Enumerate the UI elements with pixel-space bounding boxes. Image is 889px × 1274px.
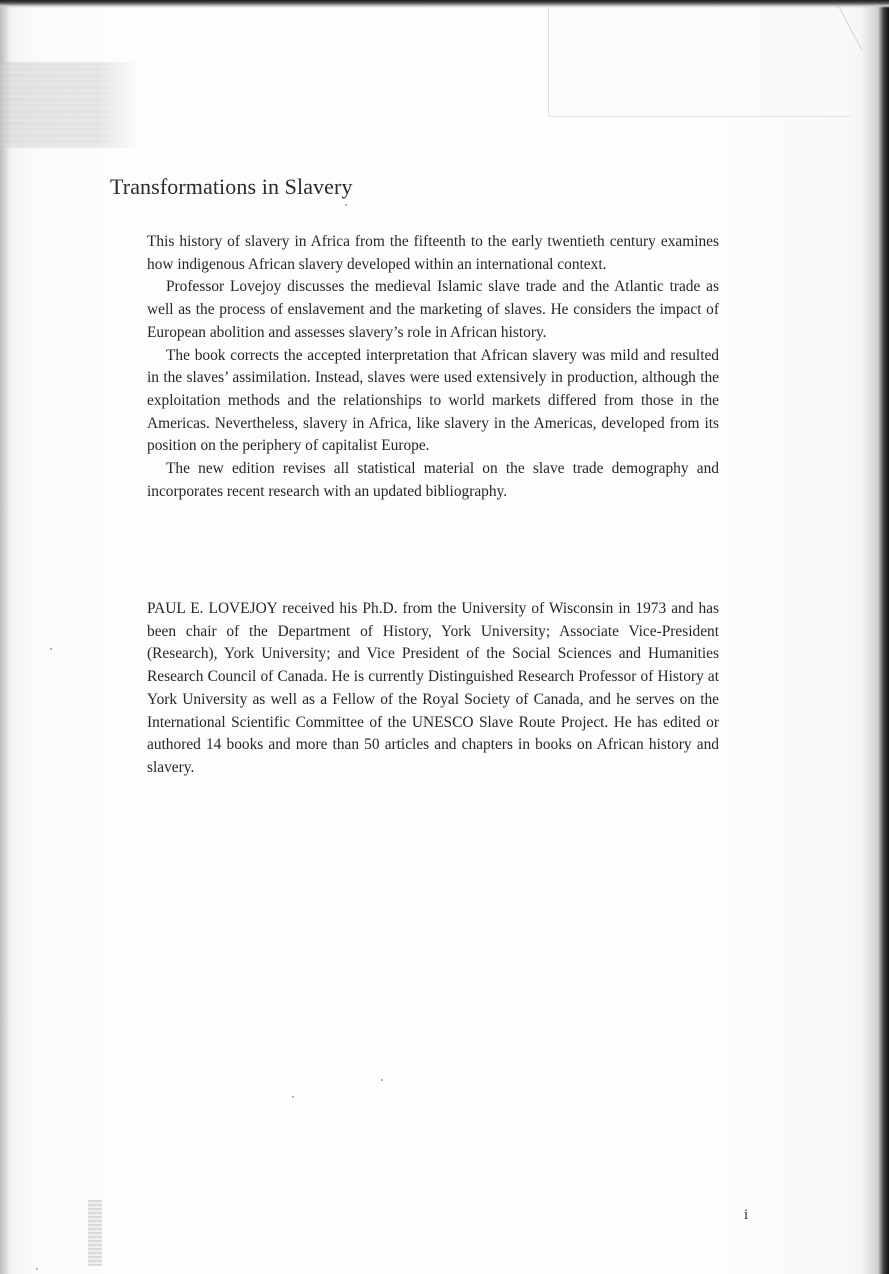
speck xyxy=(50,648,52,650)
description-paragraph: The book corrects the accepted interpretation that African slavery was mild and resulted in the slaves’ assimilation. Instead, slaves were used extensively in production, although the exploitation methods and the relationships to world markets differed from those in the Americas. Nevertheless, slavery in Africa, like slavery in the Americas, developed from its position on the periphery of capitalist Europe. xyxy=(147,346,719,455)
page-top-edge xyxy=(0,0,889,8)
description-paragraph: Professor Lovejoy discusses the medieval Islamic slave trade and the Atlantic trade as well as the process of enslavement and the marketing of slaves. He considers the impact of European abolition and assesses slavery’s role in African history. xyxy=(147,278,719,341)
binding-shadow xyxy=(0,0,10,1274)
description-paragraph: The new edition revises all statistical material on the slave trade demography and incorporates recent research with an updated bibliography. xyxy=(147,460,719,500)
page-number: i xyxy=(744,1207,749,1223)
faint-corner-mark xyxy=(548,8,851,117)
book-description xyxy=(147,231,719,503)
speck xyxy=(36,1268,38,1270)
author-bio: PAUL E. LOVEJOY received his Ph.D. from the University of Wisconsin in 1973 and has been chair of the Department of History, York University; Associate Vice-President (Research), York University; and Vice President of the Social Sciences and Humanities Research Council of Canada. He is currently Distinguished Research Professor of History at York University as well as a Fellow of the Royal Society of Canada, and he serves on the International Scientific Committee of the UNESCO Slave Route Project. He has edited or authored 14 books and more than 50 articles and chapters in books on African history and slavery. xyxy=(147,600,719,776)
scan-artifact-bottom xyxy=(88,1200,102,1266)
speck xyxy=(381,1079,383,1081)
scan-artifact xyxy=(0,62,140,148)
speck xyxy=(345,204,347,206)
description-paragraph: This history of slavery in Africa from the fifteenth to the early twentieth century examines how indigenous African slavery developed within an international context. xyxy=(147,233,719,273)
book-title: Transformations in Slavery xyxy=(110,174,353,199)
speck xyxy=(292,1096,294,1098)
